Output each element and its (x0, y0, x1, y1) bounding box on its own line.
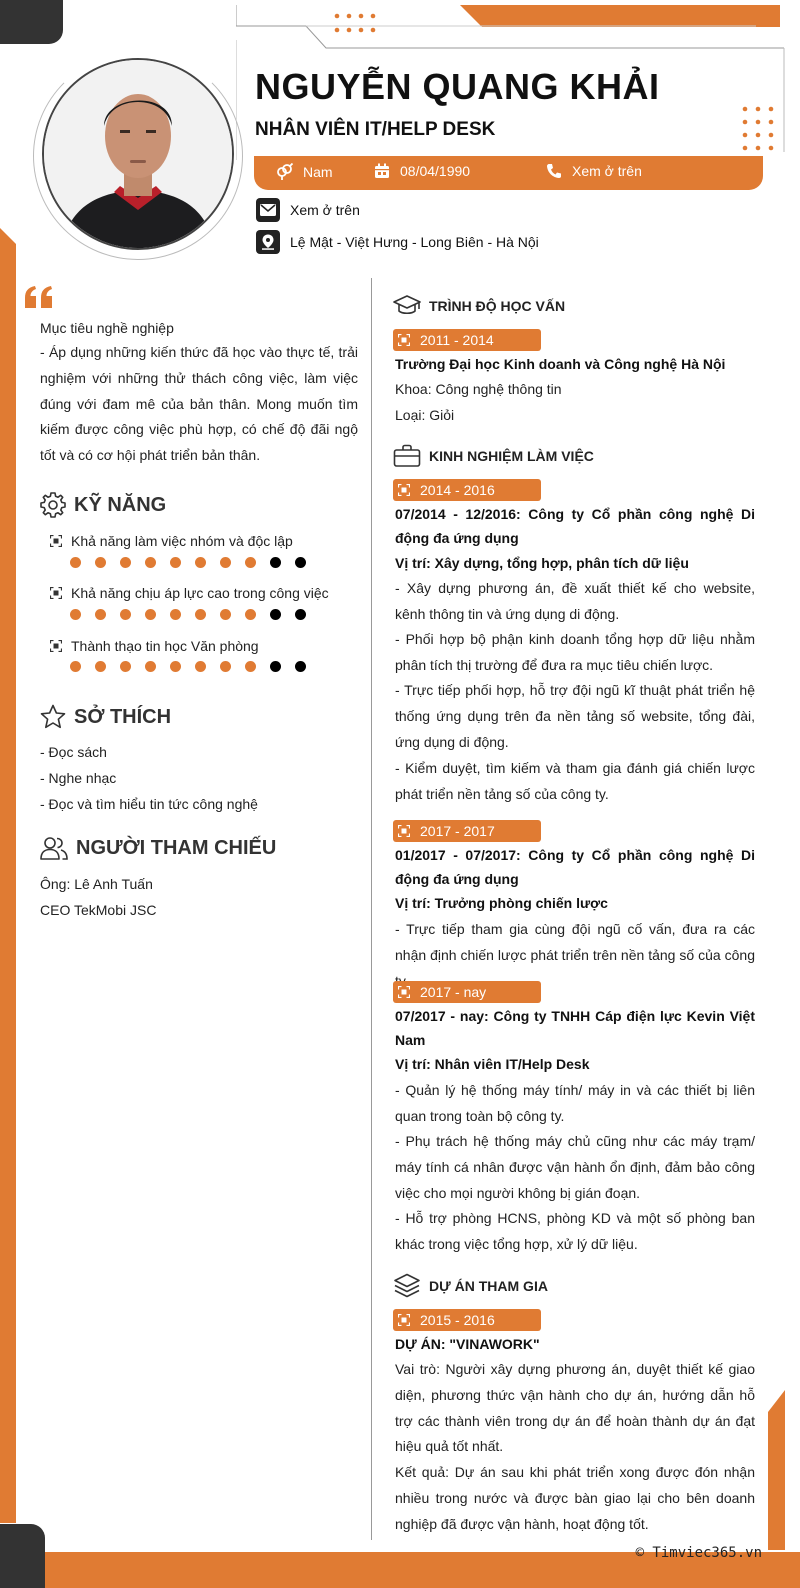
rating-dot-filled (120, 609, 131, 620)
rating-dot-empty (295, 609, 306, 620)
focus-bullet-icon (398, 1314, 410, 1326)
dob-field (374, 163, 470, 179)
rating-dot-filled (245, 557, 256, 568)
skill-item (50, 638, 259, 654)
skill-rating (70, 609, 320, 620)
rating-dot-filled (195, 609, 206, 620)
quote-icon (24, 286, 54, 308)
job-period-badge (393, 820, 541, 842)
rating-dot-filled (145, 609, 156, 620)
projects-title-row (393, 1273, 753, 1299)
focus-bullet-icon (398, 825, 410, 837)
job-heading: 07/2017 - nay: Công ty TNHH Cáp điện lực Kevin Việt Nam (395, 1008, 755, 1048)
right-orange-strip (768, 1390, 785, 1550)
objective-title: Mục tiêu nghề nghiệp (40, 320, 174, 336)
rating-dot-filled (70, 609, 81, 620)
candidate-name: NGUYỄN QUANG KHẢI (255, 66, 660, 107)
address-value: Lệ Mật - Việt Hưng - Long Biên - Hà Nội (290, 234, 539, 250)
briefcase-icon (393, 444, 421, 468)
address-row (256, 230, 539, 254)
gender-icon (276, 163, 293, 180)
avatar-photo-icon (44, 60, 232, 248)
project-name: DỰ ÁN: "VINAWORK" (395, 1336, 540, 1352)
focus-bullet-icon (50, 535, 62, 547)
reference-line: CEO TekMobi JSC (40, 902, 157, 918)
job-position: Vị trí: Xây dựng, tổng hợp, phân tích dữ liệu (395, 555, 689, 571)
skill-label: Thành thạo tin học Văn phòng (71, 638, 259, 654)
calendar-icon (374, 163, 390, 179)
dot-grid-right (741, 105, 777, 153)
rating-dot-filled (145, 557, 156, 568)
rating-dot-filled (220, 661, 231, 672)
project-role: Vai trò: Người xây dựng phương án, duyệt thiết kế giao diện, phương thức vận hành cho dự án, hướng dẫn hỗ trợ các thành viên trong dự án để hoàn thành dự án đạt hiệu quả tốt nhất. (395, 1361, 755, 1455)
rating-dot-filled (95, 661, 106, 672)
skills-title-row (40, 492, 358, 518)
email-value[interactable]: Xem ở trên (290, 202, 360, 218)
education-period: 2011 - 2014 (420, 332, 494, 348)
rating-dot-filled (95, 557, 106, 568)
job-heading: 07/2014 - 12/2016: Công ty Cổ phần công nghệ Di động đa ứng dụng (395, 506, 755, 546)
skill-rating (70, 557, 320, 568)
graduation-cap-icon (393, 294, 421, 318)
skill-rating (70, 661, 320, 672)
corner-top-left (0, 0, 63, 44)
rating-dot-filled (170, 557, 181, 568)
mail-icon (256, 198, 280, 222)
project-period-badge (393, 1309, 541, 1331)
rating-dot-empty (295, 557, 306, 568)
corner-bottom-left (0, 1524, 45, 1588)
project-result: Kết quả: Dự án sau khi phát triển xong được đón nhận nhiều trong nước và được bàn giao lại cho bên doanh nghiệp đã được vận hành, hoạt động tốt. (395, 1464, 755, 1532)
job-heading: 01/2017 - 07/2017: Công ty Cổ phần công nghệ Di động đa ứng dụng (395, 847, 755, 887)
skill-item (50, 585, 329, 601)
rating-dot-filled (95, 609, 106, 620)
layers-icon (393, 1273, 421, 1299)
job-position: Vị trí: Trưởng phòng chiến lược (395, 895, 608, 911)
project-period: 2015 - 2016 (420, 1312, 495, 1328)
focus-bullet-icon (50, 640, 62, 652)
hobbies-title: SỞ THÍCH (74, 705, 172, 728)
star-icon (40, 704, 66, 730)
rating-dot-empty (295, 661, 306, 672)
education-period-badge (393, 329, 541, 351)
phone-value: Xem ở trên (572, 163, 642, 179)
rating-dot-filled (70, 661, 81, 672)
job-detail: - Phối hợp bộ phận kinh doanh tổng hợp dữ liệu nhằm phân tích thị trường để đưa ra mục tiêu chiến lược. (395, 631, 755, 673)
skill-item (50, 533, 293, 549)
hobbies-title-row (40, 704, 358, 730)
education-title-row (393, 294, 753, 318)
references-title: NGƯỜI THAM CHIẾU (76, 836, 277, 859)
rating-dot-filled (245, 661, 256, 672)
rating-dot-filled (195, 557, 206, 568)
rating-dot-filled (70, 557, 81, 568)
job-detail: - Xây dựng phương án, đề xuất thiết kế cho website, kênh thông tin và ứng dụng di động. (395, 580, 755, 622)
hobbies-list (40, 744, 358, 822)
references-list (40, 876, 358, 928)
reference-line: Ông: Lê Anh Tuấn (40, 876, 153, 892)
job-detail: - Hỗ trợ phòng HCNS, phòng KD và một số phòng ban khác trong việc tổng hợp, xử lý dữ liệu. (395, 1210, 755, 1252)
hobby-item: - Nghe nhạc (40, 770, 117, 786)
rating-dot-empty (270, 609, 281, 620)
job-position: Vị trí: Nhân viên IT/Help Desk (395, 1056, 590, 1072)
rating-dot-filled (120, 661, 131, 672)
gender-value: Nam (303, 163, 333, 180)
footer-copyright: © Timviec365.vn (635, 1545, 762, 1561)
job-detail: - Kiểm duyệt, tìm kiếm và tham gia đánh giá chiến lược phát triển nền tảng số của công ty. (395, 760, 755, 802)
column-divider (371, 278, 372, 1540)
references-title-row (40, 836, 358, 860)
education-faculty: Khoa: Công nghệ thông tin (395, 381, 562, 397)
phone-icon (546, 163, 562, 179)
job-period: 2017 - 2017 (420, 823, 495, 839)
focus-bullet-icon (50, 587, 62, 599)
education-school: Trường Đại học Kinh doanh và Công nghệ Hà Nội (395, 356, 726, 372)
phone-field (546, 163, 642, 179)
hobby-item: - Đọc và tìm hiểu tin tức công nghệ (40, 796, 258, 812)
education-grade: Loại: Giỏi (395, 407, 455, 423)
projects-title: DỰ ÁN THAM GIA (429, 1278, 548, 1294)
left-orange-strip (0, 228, 16, 1523)
job-period: 2014 - 2016 (420, 482, 495, 498)
dob-value: 08/04/1990 (400, 163, 471, 179)
focus-bullet-icon (398, 986, 410, 998)
job-detail: - Trực tiếp phối hợp, hỗ trợ đội ngũ kĩ thuật phát triển hệ thống ứng dụng trên đa nền tảng số website, tổng đài, ứng dụng di động. (395, 682, 755, 750)
candidate-role: NHÂN VIÊN IT/HELP DESK (255, 119, 496, 140)
job-detail: - Phụ trách hệ thống máy chủ cũng như các máy trạm/ máy tính cá nhân được vận hành ổn định, đảm bảo công việc cho mọi người không bị gián đoạn. (395, 1133, 755, 1201)
rating-dot-filled (220, 557, 231, 568)
skills-title: KỸ NĂNG (74, 493, 167, 516)
job-period-badge (393, 479, 541, 501)
focus-bullet-icon (398, 334, 410, 346)
rating-dot-empty (270, 661, 281, 672)
rating-dot-filled (195, 661, 206, 672)
users-icon (40, 836, 68, 860)
skill-label: Khả năng chịu áp lực cao trong công việc (71, 585, 329, 601)
job-detail: - Trực tiếp tham gia cùng đội ngũ cố vấn, đưa ra các nhận định chiến lược phát triển trên nền tảng số của công (395, 921, 755, 963)
rating-dot-filled (220, 609, 231, 620)
job-detail: - Quản lý hệ thống máy tính/ máy in và các thiết bị liên quan trong toàn bộ công ty. (395, 1082, 755, 1124)
info-bar (254, 156, 763, 190)
objective-text: - Áp dụng những kiến thức đã học vào thực tế, trải nghiệm với những thử thách công việc, làm việc đúng với đam mê của bản thân. Mong muốn tìm kiếm được công việc phù hợp, có chế độ đãi ngộ tốt và có cơ hội phát triển bản thân. (40, 344, 358, 464)
rating-dot-filled (170, 661, 181, 672)
experience-title-row (393, 444, 753, 468)
job-period-badge (393, 981, 541, 1003)
email-row (256, 198, 360, 222)
rating-dot-filled (245, 609, 256, 620)
gender-field (276, 163, 333, 180)
dot-grid-top (333, 12, 379, 36)
rating-dot-empty (270, 557, 281, 568)
rating-dot-filled (170, 609, 181, 620)
experience-title: KINH NGHIỆM LÀM VIỆC (429, 448, 594, 464)
education-title: TRÌNH ĐỘ HỌC VẤN (429, 298, 566, 314)
gear-icon (40, 492, 66, 518)
skill-label: Khả năng làm việc nhóm và độc lập (71, 533, 293, 549)
avatar (42, 58, 234, 250)
rating-dot-filled (120, 557, 131, 568)
hobby-item: - Đọc sách (40, 744, 107, 760)
rating-dot-filled (145, 661, 156, 672)
focus-bullet-icon (398, 484, 410, 496)
objective-section (40, 320, 358, 469)
location-icon (256, 230, 280, 254)
job-period: 2017 - nay (420, 984, 487, 1000)
